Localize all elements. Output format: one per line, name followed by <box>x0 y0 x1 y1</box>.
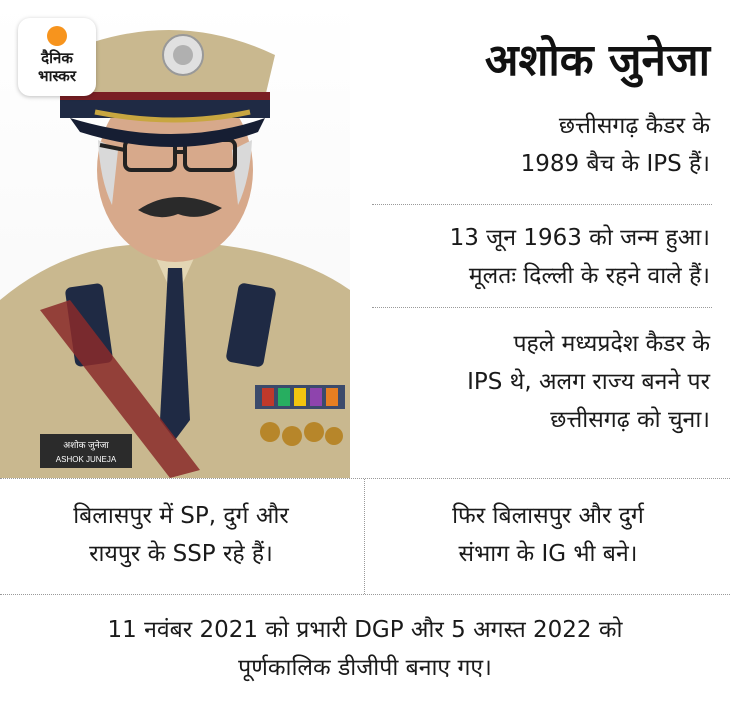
divider-2 <box>372 307 712 308</box>
dainik-bhaskar-logo <box>18 18 96 96</box>
divider-bottom <box>0 594 730 595</box>
person-name-heading: अशोक जुनेजा <box>484 35 710 86</box>
fact-cadre-line1: छत्तीसगढ़ कैडर के <box>558 113 710 139</box>
nameplate-line2: ASHOK JUNEJA <box>55 455 117 464</box>
logo-line1: दैनिक <box>41 49 73 67</box>
logo-sun-icon <box>47 26 67 46</box>
fact-birth <box>450 219 710 295</box>
fact-ig <box>366 497 730 573</box>
cap-badge-center <box>173 45 193 65</box>
fact-sp-ssp-line1: बिलासपुर में SP, दुर्ग और <box>73 503 289 529</box>
fact-previous-cadre-line3: छत्तीसगढ़ को चुना। <box>550 407 710 433</box>
logo-line2: भास्कर <box>38 67 76 85</box>
fact-previous-cadre <box>467 325 710 439</box>
divider-vertical <box>364 479 365 594</box>
fact-previous-cadre-line1: पहले मध्यप्रदेश कैडर के <box>513 331 710 357</box>
fact-dgp-line2: पूर्णकालिक डीजीपी बनाए गए। <box>238 655 492 681</box>
divider-photo-bottom <box>0 478 730 479</box>
fact-sp-ssp <box>0 497 362 573</box>
fact-birth-line1: 13 जून 1963 को जन्म हुआ। <box>449 225 710 251</box>
fact-previous-cadre-line2: IPS थे, अलग राज्य बनने पर <box>467 369 710 395</box>
divider-1 <box>372 204 712 205</box>
fact-birth-line2: मूलतः दिल्ली के रहने वाले हैं। <box>468 263 710 289</box>
fact-dgp <box>0 611 730 687</box>
fact-ig-line1: फिर बिलासपुर और दुर्ग <box>452 503 644 529</box>
fact-cadre <box>521 107 710 183</box>
fact-ig-line2: संभाग के IG भी बने। <box>458 541 638 567</box>
fact-sp-ssp-line2: रायपुर के SSP रहे हैं। <box>89 541 273 567</box>
fact-cadre-line2: 1989 बैच के IPS हैं। <box>520 151 710 177</box>
nameplate-line1: अशोक जुनेजा <box>63 440 109 450</box>
fact-dgp-line1: 11 नवंबर 2021 को प्रभारी DGP और 5 अगस्त 2022 को <box>107 617 623 643</box>
